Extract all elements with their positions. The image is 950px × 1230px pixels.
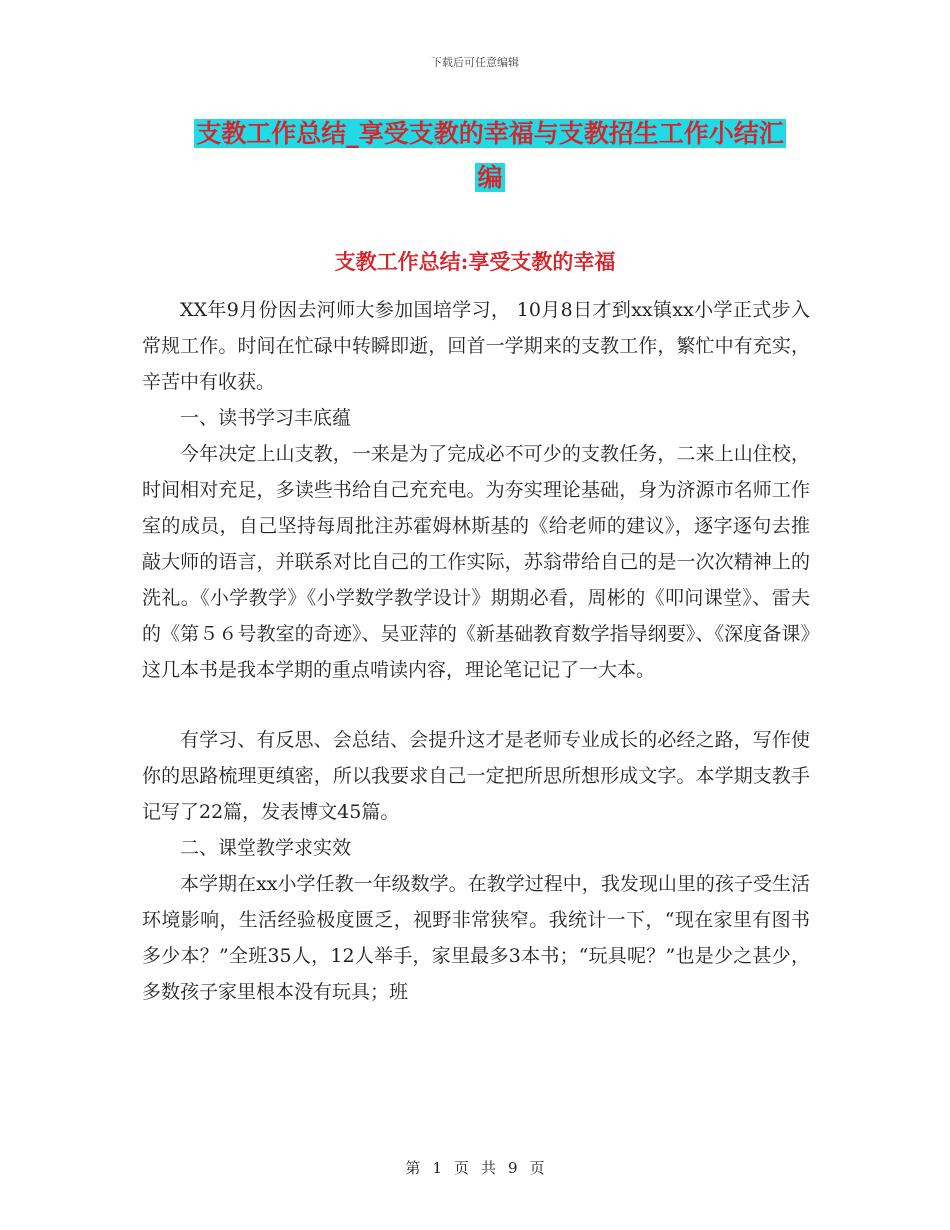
title-line-2: 编 [477,163,503,192]
paragraph-reflection: 有学习、有反思、会总结、会提升这才是老师专业成长的必经之路，写作使你的思路梳理更缜密，所以我要求自己一定把所思所想形成文字。本学期支教手记写了22篇，发表博文45篇。 [142,729,810,823]
page-footer [0,1157,950,1178]
document-body [142,292,810,1010]
footer-total-pages: 9 [508,1159,518,1177]
footer-page-number: 1 [432,1159,442,1177]
footer-label-di: 第 [405,1159,421,1177]
section-title: 支教工作总结:享受支教的幸福 [334,249,616,274]
footer-label-ye: 页 [453,1159,469,1177]
footer-label-ye2: 页 [529,1159,545,1177]
paragraph-intro: XX年9月份因去河师大参加国培学习， 10月8日才到xx镇xx小学正式步入常规工作。时间在忙碌中转瞬即逝，回首一学期来的支教工作，繁忙中有充实，辛苦中有收获。 [142,299,810,393]
header-note: 下载后可任意编辑 [431,56,519,69]
footer-label-gong: 共 [481,1159,497,1177]
document-title [140,112,840,200]
title-line-1: 支教工作总结_享受支教的幸福与支教招生工作小结汇 [196,119,784,148]
paragraph-classroom: 本学期在xx小学任教一年级数学。在教学过程中，我发现山里的孩子受生活环境影响，生活经验极度匮乏，视野非常狭窄。我统计一下，“现在家里有图书多少本？”全班35人，12人举手，家里最多3本书；“玩具呢？”也是少之甚少，多数孩子家里根本没有玩具；班 [142,873,810,1003]
heading-classroom: 二、课堂教学求实效 [180,837,352,859]
paragraph-reading: 今年决定上山支教，一来是为了完成必不可少的支教任务，二来上山住校，时间相对充足，多读些书给自己充充电。为夯实理论基础，身为济源市名师工作室的成员，自己坚持每周批注苏霍姆林斯基的《给老师的建议》，逐字逐句去推敲大师的语言，并联系对比自己的工作实际，苏翁带给自己的是一次次精神上的洗礼。《小学教学》《小学数学教学设计》期期必看，周彬的《叩问课堂》、雷夫的《第５６号教室的奇迹》、吴亚萍的《新基础教育数学指导纲要》、《深度备课》这几本书是我本学期的重点啃读内容，理论笔记记了一大本。 [142,443,810,681]
heading-reading: 一、读书学习丰底蕴 [180,407,352,429]
